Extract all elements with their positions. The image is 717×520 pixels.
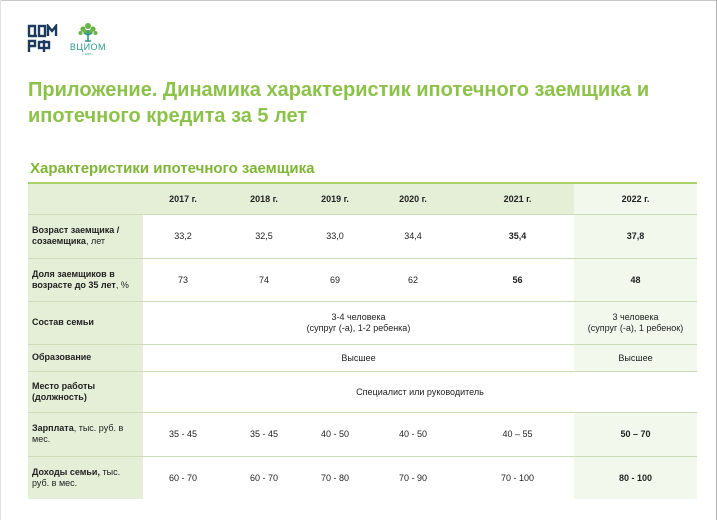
table-cell: 40 - 50 [305, 412, 365, 456]
row-label-unit: , % [115, 279, 129, 290]
row-label-text: Образование [32, 352, 92, 362]
table-cell: 35,4 [461, 214, 574, 258]
row-label-text: Место работы (должность) [32, 380, 96, 402]
page-border-left [0, 0, 1, 520]
table-cell: 40 - 50 [365, 412, 461, 456]
row-label-text: Зарплата [32, 423, 74, 433]
table-cell: 70 - 80 [305, 456, 365, 499]
table-row-salary [28, 412, 697, 456]
table-cell-span [143, 301, 574, 344]
table-row-share-under-35 [28, 258, 697, 301]
table-header-row [28, 184, 697, 214]
header-year-2020: 2020 г. [365, 184, 461, 214]
table-cell: 70 - 90 [365, 456, 461, 499]
dom-rf-logo [27, 24, 58, 54]
vciom-tree-icon [77, 22, 99, 42]
table-cell-span: Специалист или руководитель [143, 371, 697, 412]
row-label [28, 371, 143, 412]
page-border-top [0, 0, 717, 1]
table-cell-highlight: 80 - 100 [574, 456, 697, 499]
header-corner [28, 184, 143, 214]
row-label [28, 258, 143, 301]
header-year-2017: 2017 г. [143, 184, 223, 214]
row-label-unit: тыс. руб. в мес. [32, 466, 121, 488]
table-cell-highlight: 37,8 [574, 214, 697, 258]
page-title: Приложение. Динамика характеристик ипотечного заемщика и ипотечного кредита за 5 лет [28, 79, 650, 127]
table-row-workplace [28, 371, 697, 412]
table-cell: 60 - 70 [143, 456, 223, 499]
header-year-2021: 2021 г. [461, 184, 574, 214]
span-value-line2: (супруг (-а), 1-2 ребенка) [306, 322, 411, 333]
table-cell: 56 [461, 258, 574, 301]
table-cell: 73 [143, 258, 223, 301]
table-cell: 69 [305, 258, 365, 301]
table-row-age [28, 214, 697, 258]
vciom-since-text: с 1987 г. [82, 52, 94, 56]
table-cell: 62 [365, 258, 461, 301]
section-title: Характеристики ипотечного заемщика [30, 160, 315, 177]
row-label-unit: , лет [85, 236, 106, 246]
span-value-line1: 3-4 человека [331, 311, 386, 322]
table-cell: 33,2 [143, 214, 223, 258]
row-label [28, 456, 143, 499]
table-cell: 34,4 [365, 214, 461, 258]
borrower-characteristics-table [28, 184, 697, 499]
table-cell-highlight: Высшее [574, 344, 697, 371]
table-cell: 35 - 45 [223, 412, 305, 456]
row-label [28, 214, 143, 258]
table-cell-span: Высшее [143, 344, 574, 371]
last-value-line2: (супруг (-а), 1 ребенок) [587, 322, 684, 333]
table-cell: 32,5 [223, 214, 305, 258]
row-label-text: Состав семьи [32, 317, 94, 327]
table-cell: 74 [223, 258, 305, 301]
row-label-unit: , тыс. руб. в мес. [32, 423, 124, 444]
row-label-text: Возраст заемщика / созаемщика [32, 225, 120, 246]
header-year-2018: 2018 г. [223, 184, 305, 214]
table-cell: 70 - 100 [461, 456, 574, 499]
header-year-2022: 2022 г. [574, 184, 697, 214]
row-label [28, 344, 143, 371]
row-label [28, 412, 143, 456]
table-row-education [28, 344, 697, 371]
table-cell-highlight [574, 301, 697, 344]
table-cell: 60 - 70 [223, 456, 305, 499]
table-row-family-income [28, 456, 697, 499]
table-cell: 33,0 [305, 214, 365, 258]
header-year-2019: 2019 г. [305, 184, 365, 214]
vciom-logo-text: ВЦИОМ [69, 42, 107, 52]
row-label-text: Доходы семьи, [32, 466, 100, 477]
table-cell: 35 - 45 [143, 412, 223, 456]
vciom-logo [63, 22, 113, 57]
table-cell-highlight: 50 – 70 [574, 412, 697, 456]
table-cell-highlight: 48 [574, 258, 697, 301]
table-cell: 40 – 55 [461, 412, 574, 456]
table-row-family [28, 301, 697, 344]
last-value-line1: 3 человека [612, 311, 659, 322]
row-label [28, 301, 143, 344]
row-label-text: Доля заемщиков в возрасте до 35 лет [32, 268, 116, 290]
